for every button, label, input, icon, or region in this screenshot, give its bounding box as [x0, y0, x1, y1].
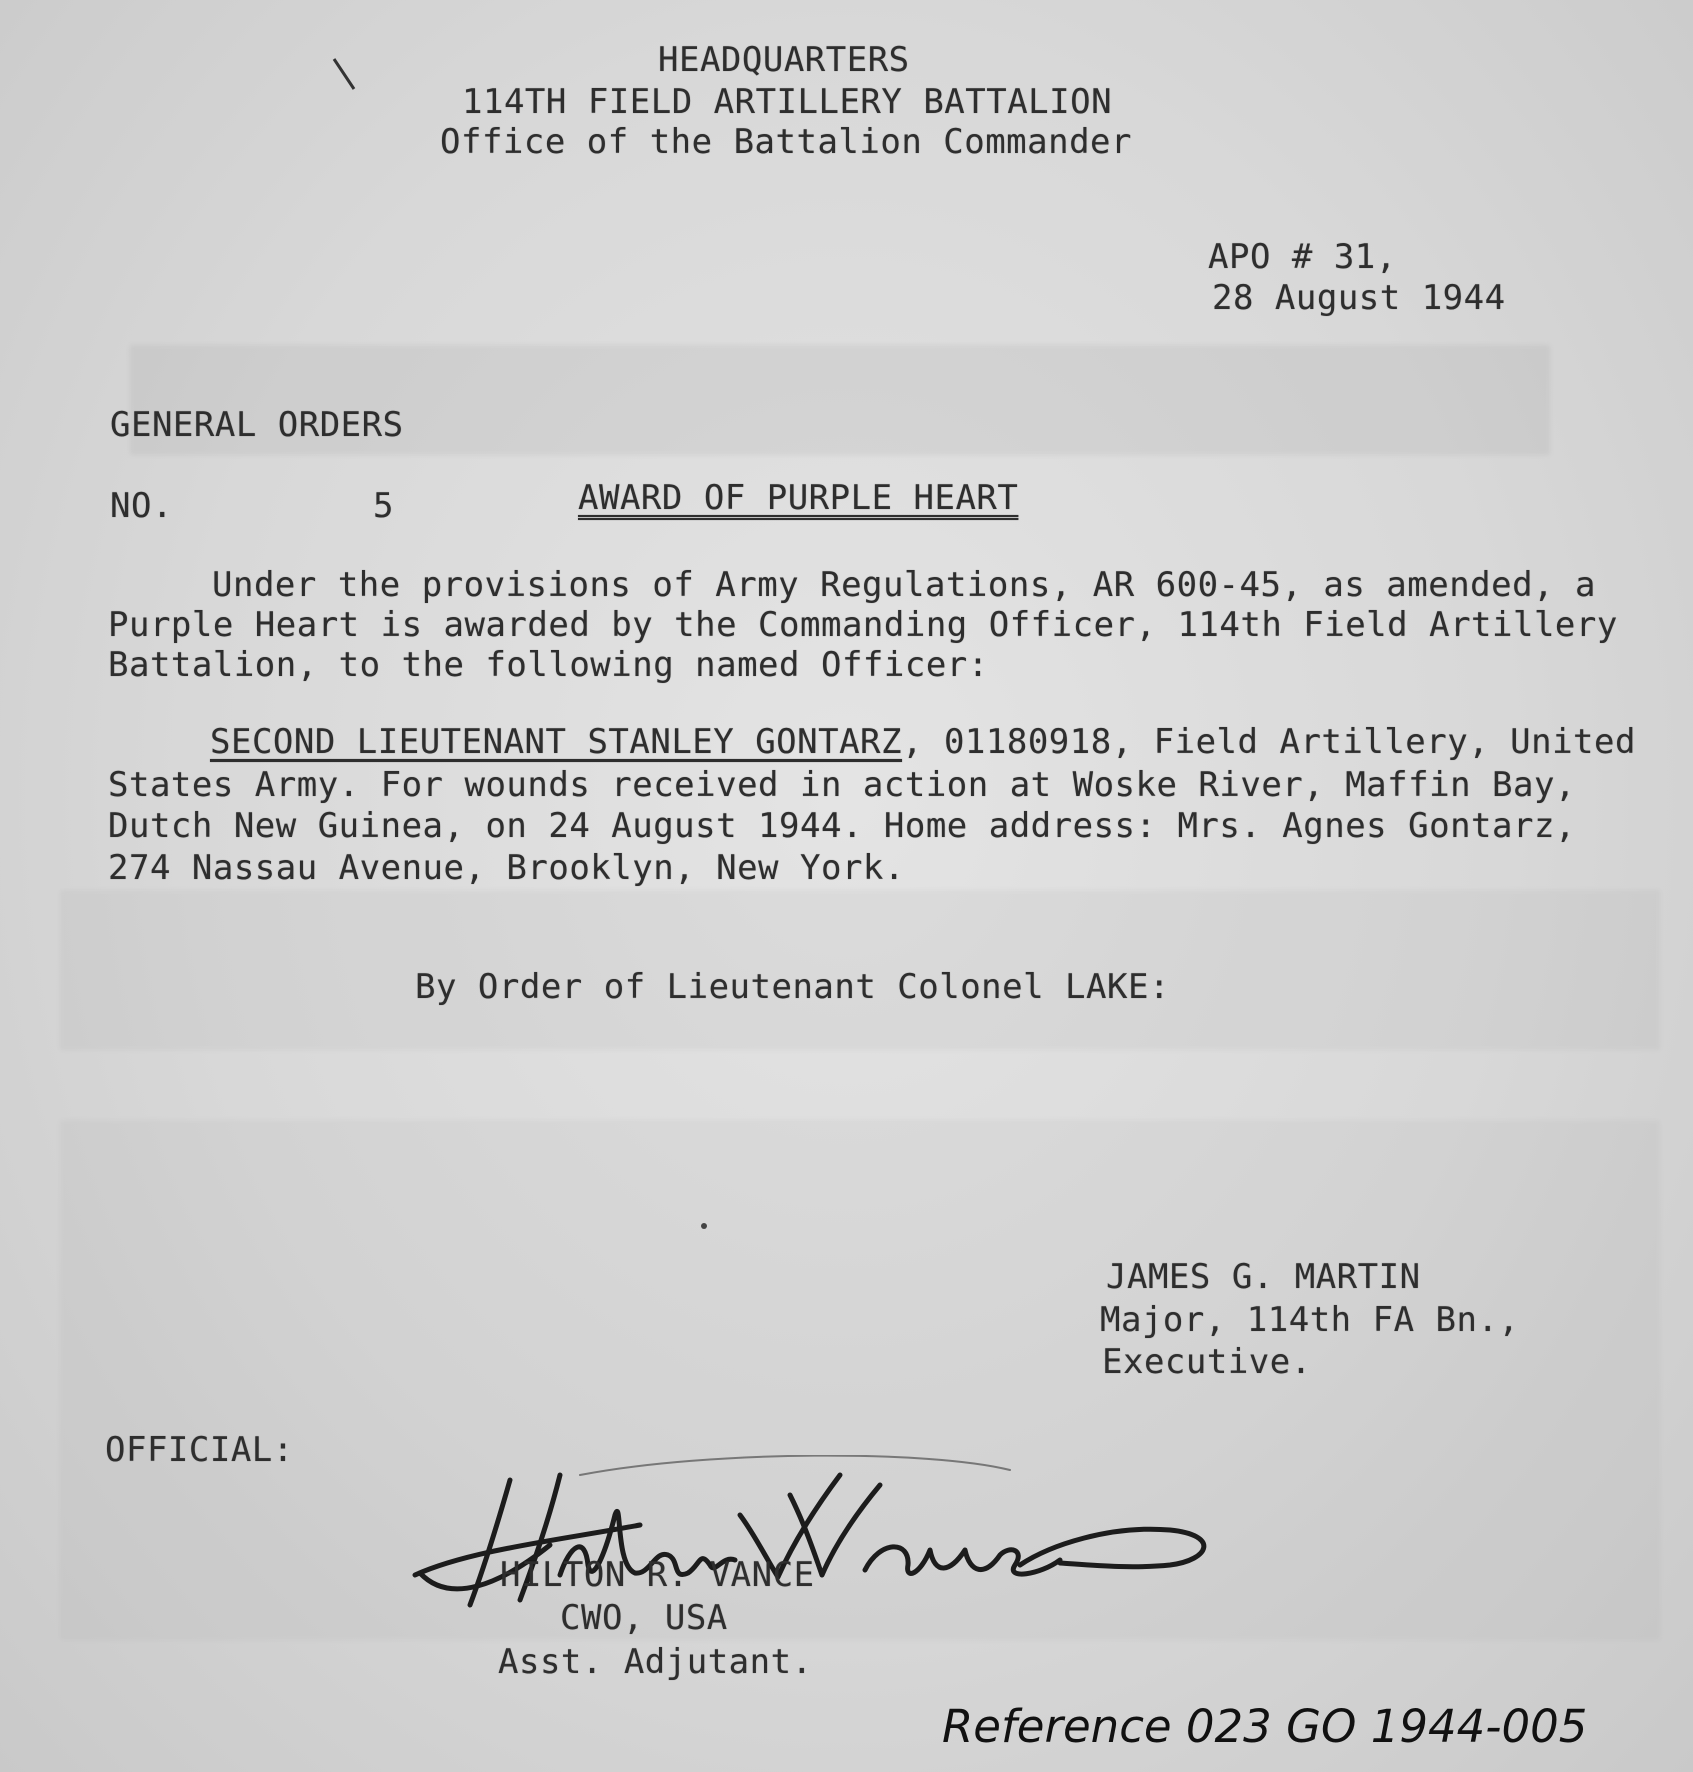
- citation-first-line: [210, 722, 1636, 762]
- executive-rank: Major, 114th FA Bn.,: [1100, 1300, 1520, 1340]
- citation-line: Dutch New Guinea, on 24 August 1944. Home address: Mrs. Agnes Gontarz,: [108, 806, 1576, 846]
- general-orders-label: GENERAL ORDERS: [110, 405, 404, 445]
- letterhead-battalion: 114TH FIELD ARTILLERY BATTALION: [462, 82, 1113, 122]
- order-subject: AWARD OF PURPLE HEART: [578, 478, 1019, 518]
- recipient-name: SECOND LIEUTENANT STANLEY GONTARZ: [210, 722, 903, 762]
- by-order-line: By Order of Lieutenant Colonel LAKE:: [415, 967, 1170, 1007]
- official-label: OFFICIAL:: [105, 1430, 294, 1470]
- letterhead-office: Office of the Battalion Commander: [440, 122, 1133, 162]
- executive-title: Executive.: [1102, 1342, 1312, 1382]
- order-date: 28 August 1944: [1212, 278, 1506, 318]
- intro-line: Under the provisions of Army Regulations, AR 600-45, as amended, a: [212, 565, 1597, 605]
- official-title: Asst. Adjutant.: [498, 1642, 813, 1682]
- stray-dot: [700, 1222, 708, 1230]
- order-number: 5: [373, 486, 394, 526]
- citation-line: 274 Nassau Avenue, Brooklyn, New York.: [108, 848, 905, 888]
- official-rank: CWO, USA: [560, 1598, 728, 1638]
- letterhead-headquarters: HEADQUARTERS: [658, 40, 910, 80]
- handwritten-signature: [410, 1455, 1230, 1625]
- apo-number: APO # 31,: [1208, 237, 1397, 277]
- intro-line: Battalion, to the following named Officer:: [108, 645, 989, 685]
- order-number-prefix: NO.: [110, 486, 173, 526]
- reference-caption: Reference 023 GO 1944-005: [942, 1700, 1588, 1753]
- stray-pen-mark: [330, 55, 360, 95]
- executive-name: JAMES G. MARTIN: [1106, 1257, 1421, 1297]
- official-name: HILTON R. VANCE: [500, 1555, 815, 1595]
- citation-first-line-rest: , 01180918, Field Artillery, United: [902, 722, 1636, 762]
- intro-line: Purple Heart is awarded by the Commanding Officer, 114th Field Artillery: [108, 605, 1618, 645]
- citation-line: States Army. For wounds received in action at Woske River, Maffin Bay,: [108, 765, 1576, 805]
